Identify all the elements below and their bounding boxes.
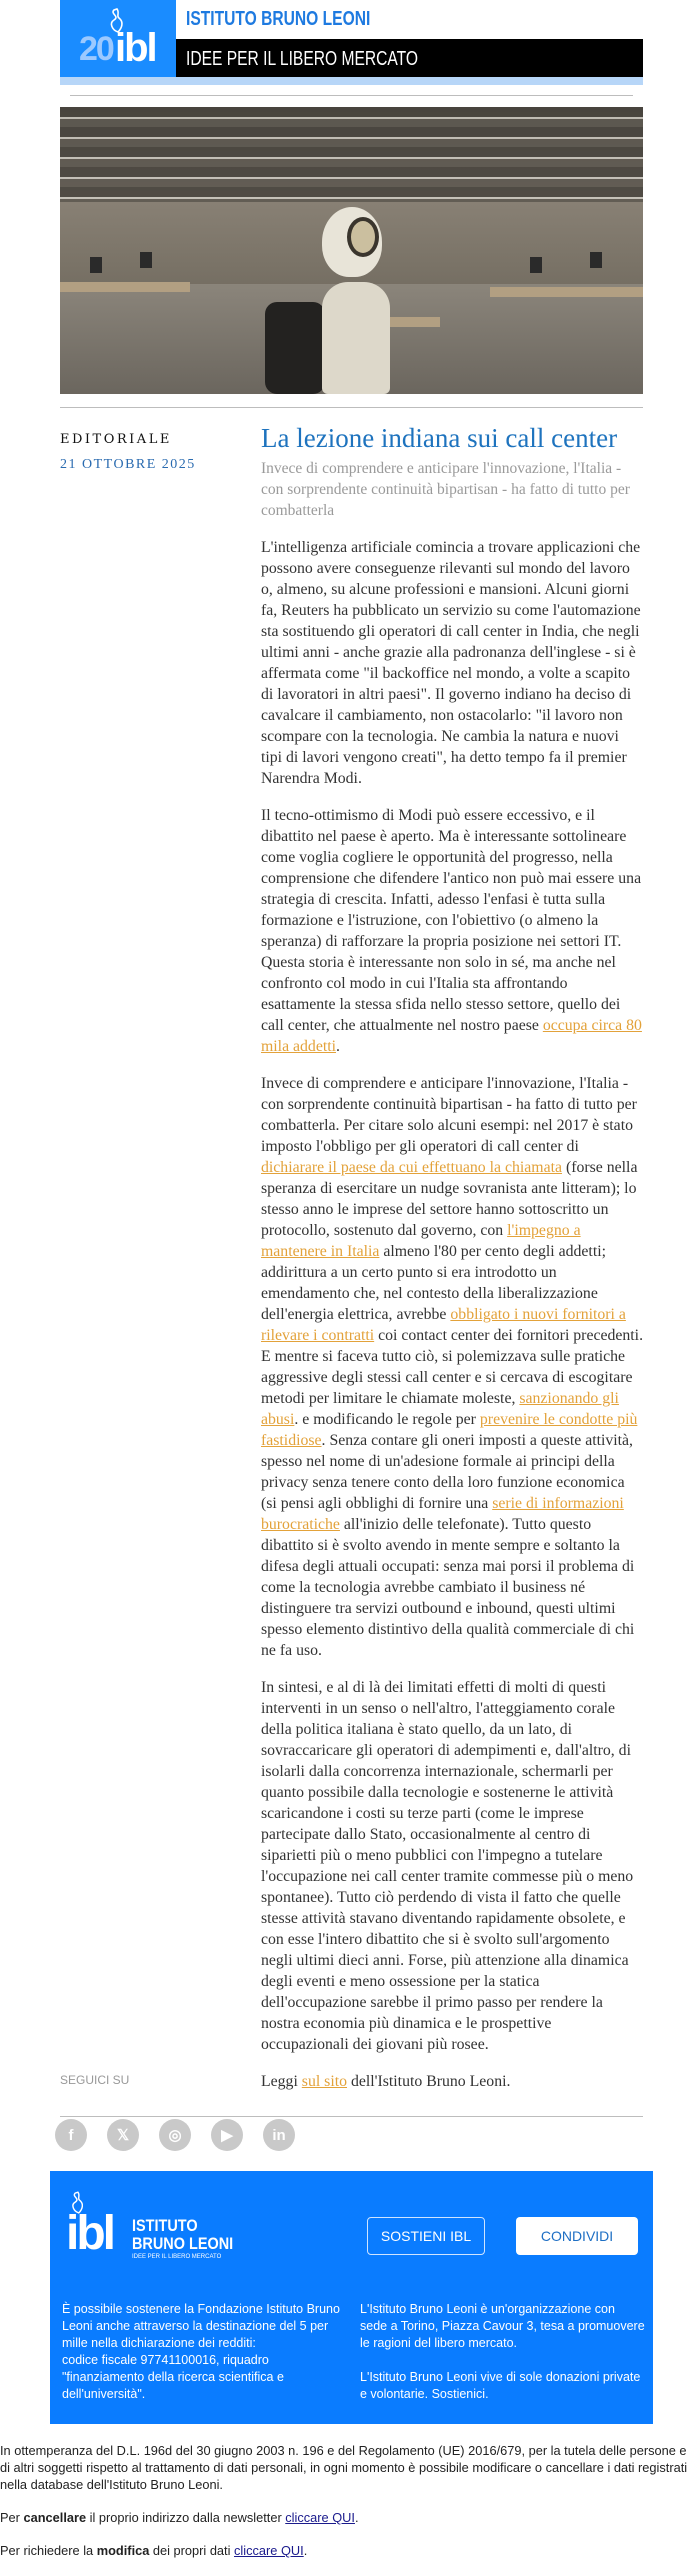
logo-line2: BRUNO LEONI bbox=[132, 2234, 234, 2253]
article-paragraph bbox=[261, 1073, 643, 1661]
tagline: IDEE PER IL LIBERO MERCATO bbox=[186, 48, 419, 70]
paragraph-text: L'intelligenza artificiale comincia a trovare applicazioni che possono avere conseguenze rilevanti sul mondo del lavoro o, almeno, su alcune professioni e mansioni. Alcuni giorni fa, Reuters ha pubblicato un servizio su come l'automazione sta sostituendo gli operatori di call center in India, che negli ultimi anni - anche grazie alla padronanza dell'inglese - si è affermata come "il backoffice nel mondo, a volte a scapito di lavoratori in altri paesi". Il governo indiano ha deciso di cavalcare il cambiamento, non ostacolarlo: "il lavoro non scompare con la tecnologia. Ne cambia la natura e nuovi tipi di lavori vengono creati", ha detto tempo fa il premier Narendra Modi. bbox=[261, 539, 641, 787]
article bbox=[60, 408, 643, 2092]
donation-text: È possibile sostenere la Fondazione Istituto Bruno Leoni anche attraverso la destinazione del 5 per mille nella dichiarazione dei redditi: bbox=[62, 2302, 340, 2350]
support-text: L'Istituto Bruno Leoni vive di sole donazioni private e volontarie. Sostienici. bbox=[360, 2370, 641, 2401]
follow-label: SEGUICI SU bbox=[60, 2073, 130, 2087]
ibl-logo[interactable] bbox=[66, 2191, 236, 2263]
logo-ibl: ibl bbox=[66, 2207, 113, 2260]
paragraph-text: Leggi bbox=[261, 2073, 302, 2090]
tagline-bar bbox=[176, 39, 643, 77]
modify-data-link[interactable]: cliccare QUI bbox=[234, 2543, 304, 2558]
youtube-icon[interactable]: ▶ bbox=[211, 2119, 243, 2151]
article-link[interactable]: dichiarare il paese da cui effettuano la chiamata bbox=[261, 1159, 563, 1176]
legal-footer bbox=[0, 2442, 700, 2575]
paragraph-text: coi contact center dei fornitori precedenti. E mentre si faceva tutto ciò, si polemizzava sulle pratiche aggressive degli stessi call center e si cercava di escogitare metodi per limitare le chiamate moleste, bbox=[261, 1327, 644, 1407]
article-link[interactable]: prevenire le condotte più fastidiose bbox=[261, 1411, 638, 1449]
paragraph-text: . e modificando le regole per bbox=[294, 1411, 480, 1428]
logo-line1: ISTITUTO bbox=[132, 2216, 198, 2235]
text-bold: modifica bbox=[96, 2543, 150, 2558]
linkedin-icon[interactable]: in bbox=[263, 2119, 295, 2151]
article-link[interactable]: l'impegno a mantenere in Italia bbox=[261, 1222, 581, 1260]
paragraph-text: dell'Istituto Bruno Leoni. bbox=[347, 2073, 511, 2090]
desk bbox=[60, 282, 190, 292]
divider bbox=[70, 95, 633, 96]
divider bbox=[60, 2116, 643, 2117]
article-link[interactable]: obbligato i nuovi fornitori a rilevare i contratti bbox=[261, 1306, 626, 1344]
text: . bbox=[303, 2543, 308, 2558]
monitor bbox=[590, 252, 602, 268]
logo-ibl: ibl bbox=[115, 26, 156, 70]
text: il proprio indirizzo dalla newsletter bbox=[86, 2510, 286, 2525]
article-title[interactable]: La lezione indiana sui call center bbox=[261, 423, 618, 453]
article-link[interactable]: occupa circa 80 mila addetti bbox=[261, 1017, 642, 1055]
header-strip bbox=[60, 77, 643, 85]
paragraph-text: Invece di comprendere e anticipare l'innovazione, l'Italia - con sorprendente continuità bipartisan - ha fatto di tutto per combatterla. Per citare solo alcuni esempi: nel 2017 è stato imposto l'obbligo per gli operatori di call center di bbox=[261, 1075, 637, 1155]
unsubscribe-line bbox=[0, 2509, 700, 2526]
ceiling-lights bbox=[60, 107, 643, 202]
robot-body bbox=[322, 282, 390, 394]
article-link[interactable]: sul sito bbox=[301, 2073, 348, 2090]
instagram-icon[interactable]: ◎ bbox=[159, 2119, 191, 2151]
article-paragraph bbox=[261, 537, 643, 789]
article-meta bbox=[60, 432, 250, 473]
text-bold: cancellare bbox=[23, 2510, 87, 2525]
logo-line3: IDEE PER IL LIBERO MERCATO bbox=[132, 2254, 222, 2260]
logo-number: 20 bbox=[79, 30, 113, 68]
donation-info bbox=[62, 2301, 347, 2403]
text: Per bbox=[0, 2510, 24, 2525]
desk bbox=[490, 287, 643, 297]
facebook-icon[interactable]: f bbox=[55, 2119, 87, 2151]
newsletter bbox=[60, 0, 643, 2117]
ibl-20-logo[interactable] bbox=[60, 0, 176, 77]
paragraph-text: . Senza contare gli oneri imposti a queste attività, spesso nel nome di un'adesione formale ai principi della privacy senza tenere conto della loro funzione economica (si pensi agli obblighi di fornire una bbox=[261, 1432, 634, 1512]
modify-data-line bbox=[0, 2542, 700, 2559]
article-paragraph bbox=[261, 805, 643, 1057]
share-button[interactable]: CONDIVIDI bbox=[516, 2217, 638, 2255]
x-icon[interactable]: 𝕏 bbox=[107, 2119, 139, 2151]
header bbox=[60, 0, 643, 77]
unsubscribe-link[interactable]: cliccare QUI bbox=[285, 2510, 355, 2525]
monitor bbox=[140, 252, 152, 268]
privacy-notice: In ottemperanza del D.L. 196d del 30 giugno 2003 n. 196 e del Regolamento (UE) 2016/679, per la tutela delle persone e di altri soggetti rispetto al trattamento di dati personali, in ogni momento è possibile modificare o cancellare i dati registrati nella database dell'Istituto Bruno Leoni. bbox=[0, 2443, 688, 2492]
paragraph-text: almeno l'80 per cento degli addetti; addirittura a un certo punto si era introdotto un emendamento che, nel contesto della liberalizzazione dell'energia elettrica, avrebbe bbox=[261, 1243, 606, 1323]
hero-image-robot-call-center bbox=[60, 107, 643, 394]
text: dei propri dati bbox=[149, 2543, 235, 2558]
support-ibl-button[interactable]: SOSTIENI IBL bbox=[367, 2217, 485, 2255]
article-paragraph bbox=[261, 1677, 643, 2055]
article-link[interactable]: serie di informazioni burocratiche bbox=[261, 1495, 624, 1533]
section-label: EDITORIALE bbox=[60, 432, 172, 447]
paragraph-text: all'inizio delle telefonate). Tutto questo dibattito si è svolto avendo in mente sempre e soltanto la difesa degli attuali occupati: senza mai porsi il problema di come la tecnologia avrebbe cambiato il business né distinguere tra servizi outbound e inbound, questi ultimi spesso elemento distintivo della qualità commerciale di chi ne fa uso. bbox=[261, 1516, 635, 1659]
promo-box bbox=[50, 2171, 653, 2424]
monitor bbox=[530, 257, 542, 273]
chair bbox=[265, 302, 325, 394]
headset bbox=[347, 217, 379, 257]
about-text: L'Istituto Bruno Leoni è un'organizzazione con sede a Torino, Piazza Cavour 3, tesa a promuovere le ragioni del libero mercato. bbox=[360, 2302, 645, 2350]
paragraph-text: . bbox=[336, 1038, 340, 1055]
org-name: ISTITUTO BRUNO LEONI bbox=[186, 8, 371, 30]
article-date: 21 OTTOBRE 2025 bbox=[60, 457, 196, 472]
tax-code-text: codice fiscale 97741100016, riquadro "finanziamento della ricerca scientifica e dell'università". bbox=[62, 2353, 284, 2401]
paragraph-text: Il tecno-ottimismo di Modi può essere eccessivo, e il dibattito nel paese è aperto. Ma è interessante sottolineare come voglia cogliere le opportunità del progresso, nella comprensione che difendere l'antico non può mai essere una strategia di crescita. Infatti, adesso l'enfasi è tutta sulla formazione e l'istruzione, con l'obiettivo (o almeno la speranza) di rafforzare la propria posizione nei settori IT. Questa storia è interessante non solo in sé, ma anche nel confronto col modo in cui l'Italia sta affrontando esattamente la stessa sfida nello stesso settore, quello dei call center, che attualmente nel nostro paese bbox=[261, 807, 642, 1034]
article-body bbox=[261, 537, 643, 2092]
article-subtitle: Invece di comprendere e anticipare l'innovazione, l'Italia - con sorprendente continuità bipartisan - ha fatto di tutto per combatterla bbox=[261, 460, 630, 519]
paragraph-text: (forse nella speranza di esercitare un nudge sovranista ante litteram); lo stesso anno le imprese del settore hanno sottoscritto un protocollo, sostenuto dal governo, con bbox=[261, 1159, 638, 1239]
article-link[interactable]: sanzionando gli abusi bbox=[261, 1390, 619, 1428]
article-paragraph bbox=[261, 2071, 643, 2092]
paragraph-text: In sintesi, e al di là dei limitati effetti di molti di questi interventi in un senso o nell'altro, l'atteggiamento corale della politica italiana è stato quello, da un lato, di sovraccaricare gli operatori di adempimenti e, dall'altro, di isolarli dalla concorrenza internazionale, schermarli per quanto possibile dalla tecnologie e sostenerne le attività scaricandone i costi su terze parti (come le imprese partecipate dallo Stato, occasionalmente al centro di siparietti più o meno pubblici con l'impegno a tutelare l'occupazione nei call center tramite commesse più o meno spontanee). Tutto ciò perdendo di vista il fatto che quelle stesse attività stavano diventando rapidamente obsolete, e con esse l'intero dibattito che si è svolto sull'argomento negli ultimi dieci anni. Forse, più attenzione alla dinamica degli eventi e meno ossessione per la statica dell'occupazione sarebbe il primo passo per rendere la nostra economia più dinamica e le prospettive occupazionali dei giovani più rosee. bbox=[261, 1679, 634, 2053]
monitor bbox=[90, 257, 102, 273]
text: Per richiedere la bbox=[0, 2543, 97, 2558]
social-links bbox=[55, 2119, 295, 2151]
text: . bbox=[354, 2510, 359, 2525]
about-info bbox=[360, 2301, 645, 2420]
